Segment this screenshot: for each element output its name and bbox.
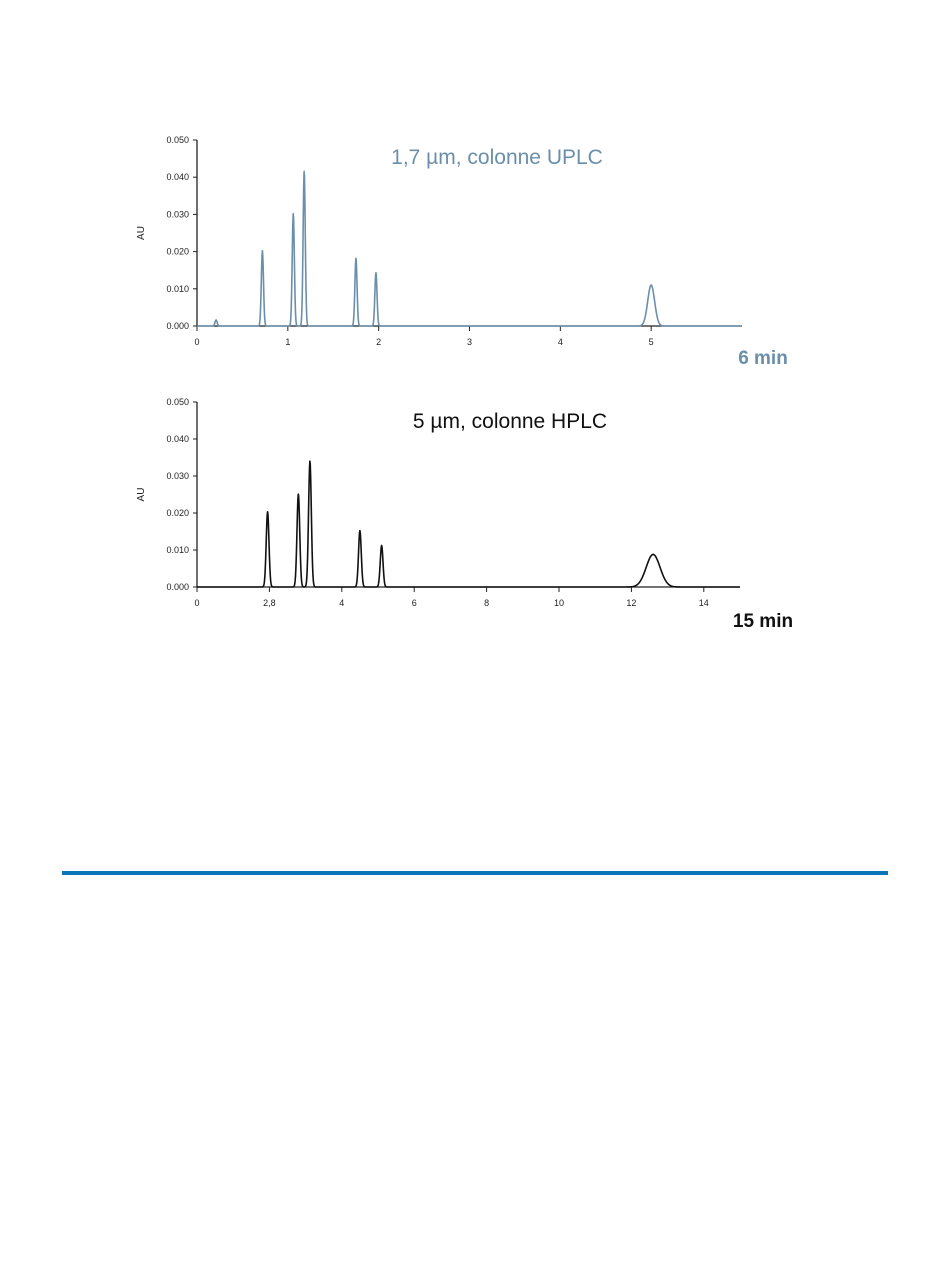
uplc-peak-3 [292, 213, 294, 215]
hplc-y-tick-label: 0.000 [166, 582, 189, 592]
uplc-x-tick-label: 5 [648, 337, 654, 347]
uplc-y-tick-label: 0.010 [166, 283, 189, 294]
uplc-title: 1,7 µm, colonne UPLC [391, 146, 603, 169]
hplc-title: 5 µm, colonne HPLC [412, 410, 608, 433]
hplc-x-tick-label: 8 [484, 598, 490, 608]
hplc-y-tick-label: 0.010 [166, 545, 189, 555]
hplc-y-tick-label: 0.050 [166, 397, 189, 407]
uplc-x-tick-label: 0 [194, 337, 200, 347]
uplc-y-tick-label: 0.000 [166, 321, 189, 331]
hplc-x-tick-label: 10 [553, 598, 565, 608]
hplc-y-tick-label: 0.020 [166, 508, 189, 518]
uplc-x-tick-label: 3 [466, 337, 473, 347]
uplc-peak-4 [303, 170, 305, 172]
uplc-peak-5 [355, 257, 357, 259]
hplc-x-tick-label: 2,8 [263, 598, 276, 608]
uplc-peak-7 [650, 284, 652, 286]
hplc-x-unit-label: 15 min [732, 611, 794, 632]
uplc-y-tick-label: 0.050 [166, 135, 189, 145]
hplc-peak-5 [381, 545, 383, 547]
uplc-peak-6 [375, 272, 377, 274]
hplc-peak-1 [267, 511, 269, 513]
uplc-x-unit-label: 6 min [738, 348, 788, 369]
hplc-x-tick-label: 12 [626, 598, 637, 608]
uplc-y-tick-label: 0.040 [166, 172, 189, 183]
section-divider [62, 871, 888, 875]
uplc-peak-1 [215, 319, 217, 321]
uplc-x-tick-label: 1 [285, 337, 291, 347]
uplc-y-tick-label: 0.030 [166, 209, 189, 220]
uplc-x-tick-label: 4 [557, 337, 563, 347]
uplc-peak-2 [262, 250, 264, 252]
hplc-x-tick-label: 0 [194, 598, 200, 608]
hplc-y-tick-label: 0.040 [166, 434, 189, 444]
uplc-y-tick-label: 0.020 [166, 246, 189, 257]
hplc-chromatogram [0, 380, 950, 640]
hplc-y-axis-label: AU [136, 487, 147, 502]
hplc-x-tick-label: 14 [698, 598, 709, 608]
hplc-trace [197, 461, 740, 587]
hplc-y-tick-label: 0.030 [166, 471, 189, 481]
uplc-x-tick-label: 2 [376, 337, 382, 347]
hplc-x-tick-label: 4 [339, 598, 345, 608]
hplc-x-tick-label: 6 [411, 598, 417, 608]
hplc-peak-3 [309, 460, 311, 462]
uplc-y-axis-label: AU [136, 226, 147, 240]
hplc-peak-4 [359, 530, 361, 532]
hplc-peak-6 [652, 554, 654, 556]
uplc-trace [197, 172, 742, 326]
hplc-peak-2 [298, 493, 300, 495]
uplc-chromatogram [0, 0, 950, 380]
